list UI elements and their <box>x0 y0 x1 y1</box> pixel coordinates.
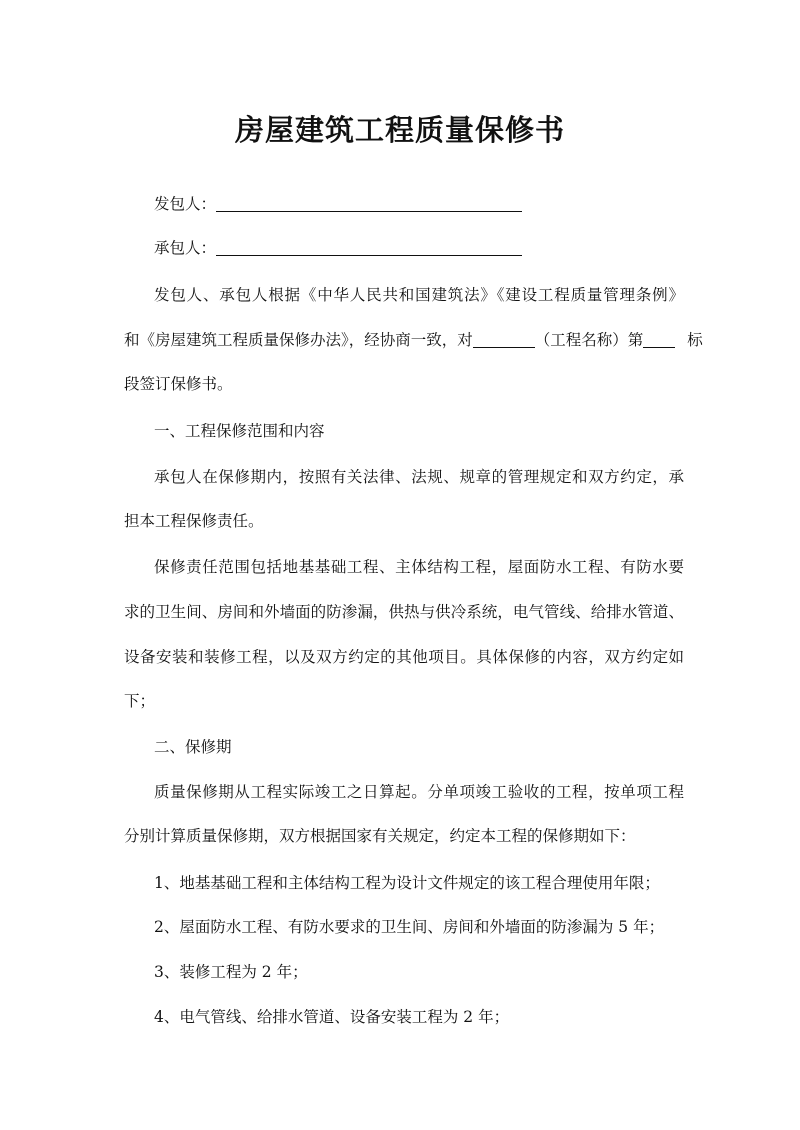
section1-p1-line2: 担本工程保修责任。 <box>124 512 264 530</box>
section-number-blank[interactable] <box>643 331 675 348</box>
warranty-item-4: 4、电气管线、给排水管道、设备安装工程为 2 年； <box>154 1008 510 1026</box>
section1-heading: 一、工程保修范围和内容 <box>154 422 325 440</box>
section2-heading: 二、保修期 <box>154 738 232 756</box>
project-name-blank[interactable] <box>473 331 535 348</box>
section1-p2-line4: 下； <box>124 692 156 710</box>
contractor-field <box>154 238 684 258</box>
warranty-item-1: 1、地基基础工程和主体结构工程为设计文件规定的该工程合理使用年限； <box>154 874 660 892</box>
document-title: 房屋建筑工程质量保修书 <box>234 113 565 147</box>
section2-p1-line2: 分别计算质量保修期，双方根据国家有关规定，约定本工程的保修期如下： <box>124 827 636 845</box>
warranty-item-3: 3、装修工程为 2 年； <box>154 963 308 981</box>
employer-field <box>154 194 684 214</box>
intro-text-b: （工程名称）第 <box>534 331 644 349</box>
intro-text-c: 标 <box>687 331 703 349</box>
employer-label: 发包人： <box>154 195 217 213</box>
section1-p2-line2: 求的卫生间、房间和外墙面的防渗漏，供热与供冷系统，电气管线、给排水管道、 <box>124 603 684 621</box>
employer-blank[interactable] <box>216 195 522 212</box>
section1-p2-line3: 设备安装和装修工程，以及双方约定的其他项目。具体保修的内容，双方约定如 <box>124 648 684 666</box>
intro-line-3: 段签订保修书。 <box>124 375 233 393</box>
intro-line-1: 发包人、承包人根据《中华人民共和国建筑法》《建设工程质量管理条例》 <box>154 286 684 304</box>
section2-p1-line1: 质量保修期从工程实际竣工之日算起。分单项竣工验收的工程，按单项工程 <box>154 783 684 801</box>
section1-p2-line1: 保修责任范围包括地基基础工程、主体结构工程，屋面防水工程、有防水要 <box>154 558 684 576</box>
intro-line-2 <box>124 330 703 350</box>
intro-text-a: 和《房屋建筑工程质量保修办法》，经协商一致，对 <box>124 331 473 349</box>
contractor-blank[interactable] <box>216 239 522 256</box>
warranty-item-2: 2、屋面防水工程、有防水要求的卫生间、房间和外墙面的防渗漏为 5 年； <box>154 918 665 936</box>
section1-p1-line1: 承包人在保修期内，按照有关法律、法规、规章的管理规定和双方约定，承 <box>154 468 684 486</box>
contractor-label: 承包人： <box>154 239 217 257</box>
